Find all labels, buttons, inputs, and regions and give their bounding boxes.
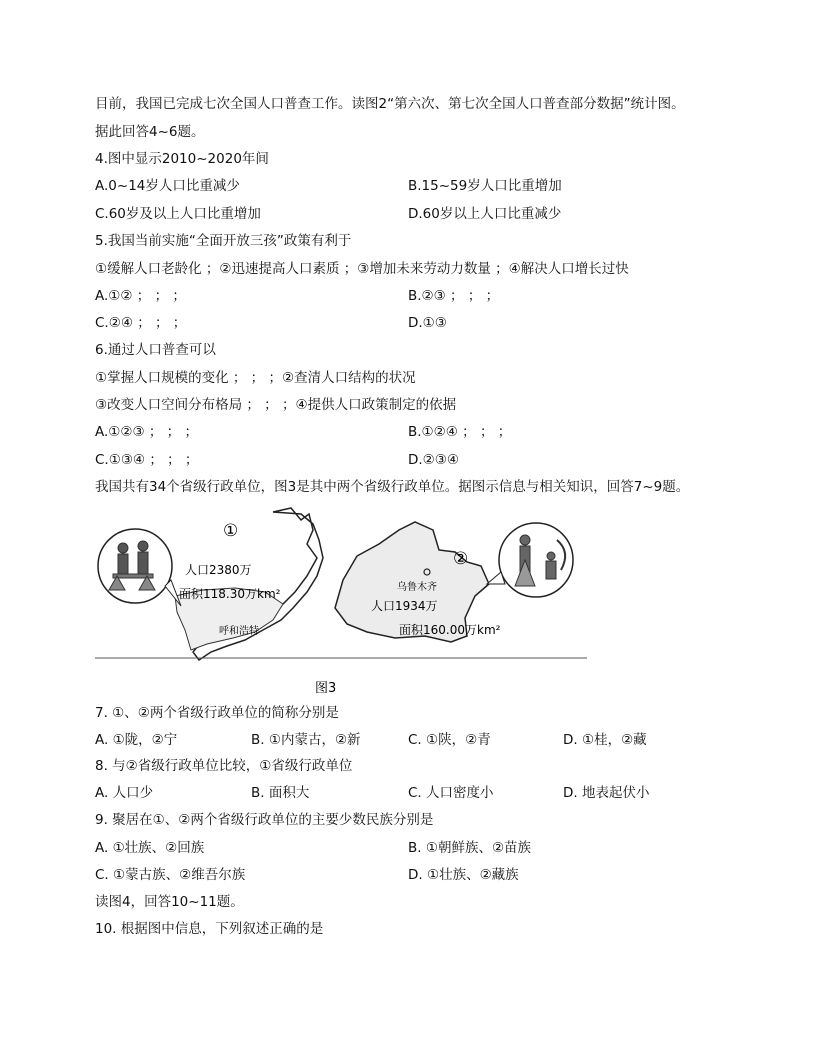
question-6-option-b: B.①②④ ； ； ； [408,424,512,440]
question-4-option-b: B.15~59岁人口比重增加 [408,178,562,194]
question-9-option-c: C. ①蒙古族、②维吾尔族 [95,867,246,883]
province-1-capital: 呼和浩特 [219,626,259,637]
question-6-stem: 6.通过人口普查可以 [95,342,216,358]
question-4-option-a: A.0~14岁人口比重减少 [95,178,240,194]
question-7-stem: 7. ①、②两个省级行政单位的简称分别是 [95,705,339,721]
figure-3-caption: 图3 [315,681,337,696]
question-8-option-c: C. 人口密度小 [408,785,494,801]
intro-text-2: 我国共有34个省级行政单位，图3是其中两个省级行政单位。据图示信息与相关知识，回答7~9题。 [95,479,690,495]
question-5-option-c: C.②④ ； ； ； [95,315,187,331]
question-9-option-d: D. ①壮族、②藏族 [408,867,519,883]
question-7-option-b: B. ①内蒙古，②新 [251,732,361,748]
question-5-items: ①缓解人口老龄化 ；②迅速提高人口素质 ；③增加未来劳动力数量 ；④解决人口增长过快 [95,261,629,277]
question-5-option-a: A.①② ； ； ； [95,288,186,304]
figure-3-map [95,500,595,700]
question-5-option-b: B.②③ ； ； ； [408,288,500,304]
question-8-stem: 8. 与②省级行政单位比较，①省级行政单位 [95,758,353,774]
question-5-stem: 5.我国当前实施“全面开放三孩”政策有利于 [95,233,352,249]
callout-circle-1 [98,529,172,603]
question-7-option-d: D. ①桂，②藏 [563,732,647,748]
question-8-option-a: A. 人口少 [95,785,154,801]
question-6-option-d: D.②③④ [408,452,459,468]
province-2-capital: 乌鲁木齐 [397,582,437,593]
question-10-stem: 10. 根据图中信息，下列叙述正确的是 [95,921,324,937]
question-7-option-c: C. ①陕，②青 [408,732,491,748]
province-1-population: 人口2380万 [185,563,252,577]
intro-text-3: 读图4，回答10~11题。 [95,894,244,910]
intro-text-1: 目前，我国已完成七次全国人口普查工作。读图2“第六次、第七次全国人口普查部分数据”统计图。 [95,96,685,112]
question-8-option-d: D. 地表起伏小 [563,785,650,801]
question-6-option-c: C.①③④ ； ； ； [95,452,199,468]
question-4-stem: 4.图中显示2010~2020年间 [95,151,269,167]
province-1-label: ① [223,521,239,541]
question-7-option-a: A. ①陇，②宁 [95,732,178,748]
province-2-population: 人口1934万 [371,599,438,613]
question-6-items-1: ①掌握人口规模的变化 ； ； ；②查清人口结构的状况 [95,370,416,386]
province-1-area: 面积118.30万km² [179,587,281,601]
callout-circle-2 [499,523,573,597]
question-6-items-2: ③改变人口空间分布格局 ； ； ；④提供人口政策制定的依据 [95,397,457,413]
question-6-option-a: A.①②③ ； ； ； [95,424,198,440]
province-2-label: ② [453,549,469,569]
question-9-option-b: B. ①朝鲜族、②苗族 [408,840,532,856]
question-4-option-d: D.60岁以上人口比重减少 [408,206,562,222]
question-8-option-b: B. 面积大 [251,785,310,801]
province-2-area: 面积160.00万km² [399,623,501,637]
question-9-stem: 9. 聚居在①、②两个省级行政单位的主要少数民族分别是 [95,812,434,828]
question-9-option-a: A. ①壮族、②回族 [95,840,205,856]
question-5-option-d: D.①③ [408,315,447,331]
question-4-option-c: C.60岁及以上人口比重增加 [95,206,261,222]
intro-text-1b: 据此回答4~6题。 [95,124,205,140]
